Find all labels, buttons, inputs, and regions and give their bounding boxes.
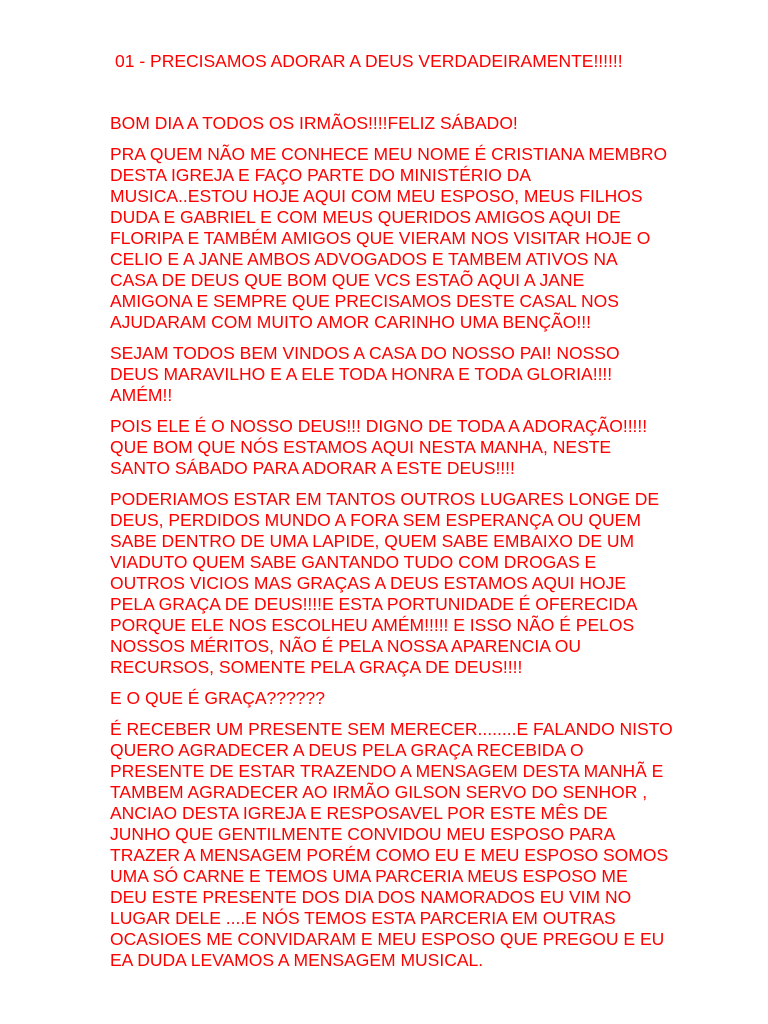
- paragraph-gift: É RECEBER UM PRESENTE SEM MERECER........E FALANDO NISTO QUERO AGRADECER A DEUS PELA GRAÇA RECEBIDA O PRESENTE DE ESTAR TRAZENDO A MENSAGEM DESTA MANHÃ E TAMBEM AGRADECER AO IRMÃO GILSON SERVO DO SENHOR , ANCIAO DESTA IGREJA E RESPOSAVEL POR ESTE MÊS DE JUNHO QUE GENTILMENTE CONVIDOU MEU ESPOSO PARA TRAZER A MENSAGEM PORÉM COMO EU E MEU ESPOSO SOMOS UMA SÓ CARNE E TEMOS UMA PARCERIA MEUS ESPOSO ME DEU ESTE PRESENTE DOS DIA DOS NAMORADOS EU VIM NO LUGAR DELE ....E NÓS TEMOS ESTA PARCERIA EM OUTRAS OCASIOES ME CONVIDARAM E MEU ESPOSO QUE PREGOU E EU EA DUDA LEVAMOS A MENSAGEM MUSICAL.: [110, 719, 673, 970]
- paragraph-welcome: SEJAM TODOS BEM VINDOS A CASA DO NOSSO PAI! NOSSO DEUS MARAVILHO E A ELE TODA HONRA E TODA GLORIA!!!! AMÉM!!: [110, 343, 620, 405]
- paragraph-question: E O QUE É GRAÇA??????: [110, 688, 325, 708]
- paragraph-greeting: BOM DIA A TODOS OS IRMÃOS!!!!FELIZ SÁBADO!: [110, 113, 518, 133]
- paragraph-grace-of-god: PODERIAMOS ESTAR EM TANTOS OUTROS LUGARES LONGE DE DEUS, PERDIDOS MUNDO A FORA SEM ESPERANÇA OU QUEM SABE DENTRO DE UMA LAPIDE, QUEM SABE EMBAIXO DE UM VIADUTO QUEM SABE GANTANDO TUDO COM DROGAS E OUTROS VICIOS MAS GRAÇAS A DEUS ESTAMOS AQUI HOJE PELA GRAÇA DE DEUS!!!!E ESTA PORTUNIDADE É OFERECIDA PORQUE ELE NOS ESCOLHEU AMÉM!!!!! E ISSO NÃO É PELOS NOSSOS MÉRITOS, NÃO É PELA NOSSA APARENCIA OU RECURSOS, SOMENTE PELA GRAÇA DE DEUS!!!!: [110, 489, 660, 677]
- document-body: [110, 113, 720, 981]
- paragraph-worship: POIS ELE É O NOSSO DEUS!!! DIGNO DE TODA A ADORAÇÃO!!!!! QUE BOM QUE NÓS ESTAMOS AQUI NESTA MANHA, NESTE SANTO SÁBADO PARA ADORAR A ESTE DEUS!!!!: [110, 416, 648, 478]
- paragraph-introduction: PRA QUEM NÃO ME CONHECE MEU NOME É CRISTIANA MEMBRO DESTA IGREJA E FAÇO PARTE DO MINISTÉRIO DA MUSICA..ESTOU HOJE AQUI COM MEU ESPOSO, MEUS FILHOS DUDA E GABRIEL E COM MEUS QUERIDOS AMIGOS AQUI DE FLORIPA E TAMBÉM AMIGOS QUE VIERAM NOS VISITAR HOJE O CELIO E A JANE AMBOS ADVOGADOS E TAMBEM ATIVOS NA CASA DE DEUS QUE BOM QUE VCS ESTAÕ AQUI A JANE AMIGONA E SEMPRE QUE PRECISAMOS DESTE CASAL NOS AJUDARAM COM MUITO AMOR CARINHO UMA BENÇÃO!!!: [110, 144, 668, 332]
- document-title: 01 - PRECISAMOS ADORAR A DEUS VERDADEIRAMENTE!!!!!!: [115, 51, 623, 71]
